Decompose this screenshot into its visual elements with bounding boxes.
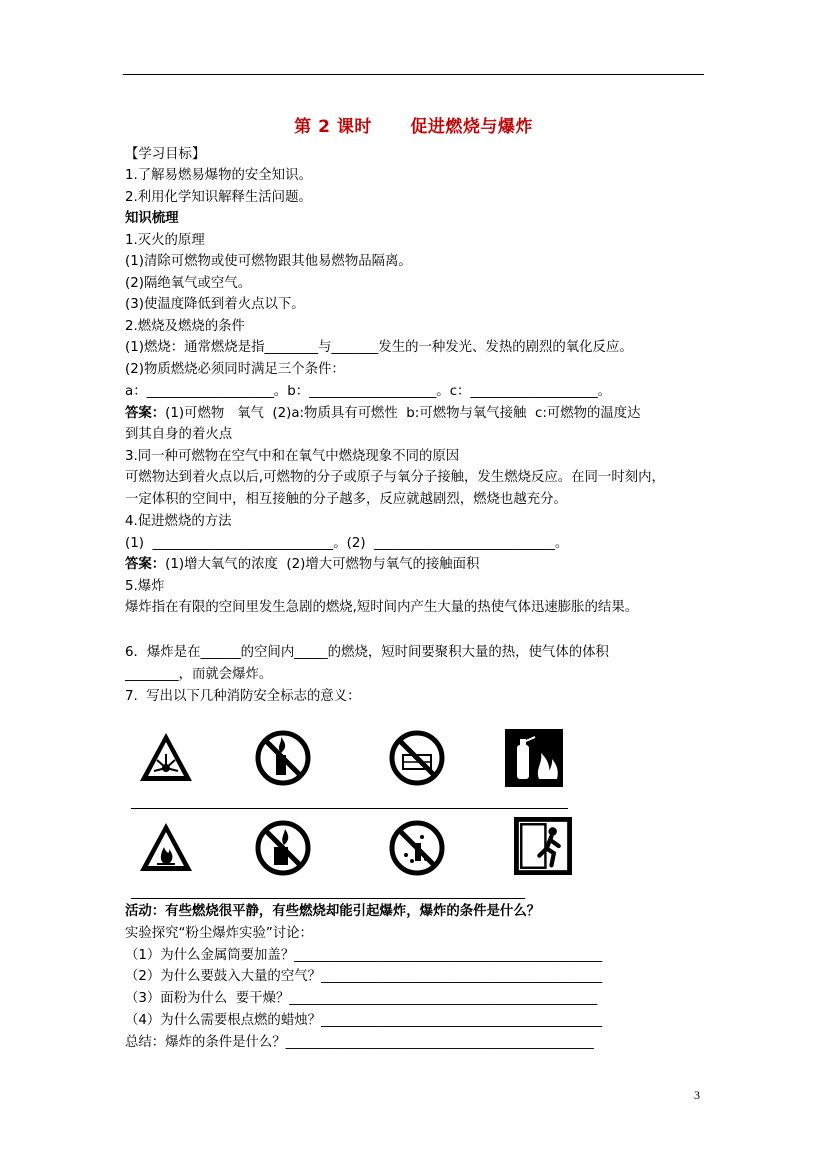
s1-item-2: (2)隔绝氧气或空气。 (125, 276, 252, 291)
goal-2: 2.利用化学知识解释生活问题。 (125, 190, 312, 205)
s1-item-1: (1)清除可燃物或使可燃物跟其他易燃物品隔离。 (125, 254, 412, 269)
s1-item-3: (3)使温度降低到着火点以下。 (125, 297, 305, 312)
activity-q4: （4）为什么需要根点燃的蜡烛？__________________________________________ (125, 1013, 603, 1028)
s4-blanks: (1) ___________________________。(2) ___________________________。 (125, 536, 569, 551)
no-open-flame-icon (254, 729, 312, 787)
q6-line1: 6．爆炸是在______的空间内_____的燃烧，短时间要聚积大量的热，使气体的体积 (125, 645, 609, 660)
q6-line2: ________，而就会爆炸。 (125, 667, 273, 682)
answer-label: 答案： (125, 557, 166, 572)
activity-intro: 实验探究“粉尘爆炸实验”讨论： (125, 926, 313, 941)
s2-q2: (2)物质燃烧必须同时满足三个条件： (125, 362, 345, 377)
page-title: 第 2 课时 促进燃烧与爆炸 (294, 117, 533, 137)
activity-title: 活动：有些燃烧很平静，有些燃烧却能引起爆炸，爆炸的条件是什么？ (125, 904, 541, 919)
s4-answer (125, 556, 479, 574)
no-fireworks-icon (388, 819, 446, 877)
s5-text: 爆炸指在有限的空间里发生急剧的燃烧,短时间内产生大量的热使气体迅速膨胀的结果。 (125, 600, 639, 615)
no-lighter-icon (254, 819, 312, 877)
header-rule (123, 74, 704, 75)
goal-1: 1.了解易燃易爆物的安全知识。 (125, 168, 312, 183)
q7-prompt: 7. 写出以下几种消防安全标志的意义： (125, 689, 361, 704)
answer-line-row2[interactable] (131, 898, 525, 899)
page-number: 3 (694, 1088, 700, 1102)
s3-title: 3.同一种可燃物在空气中和在氧气中燃烧现象不同的原因 (125, 449, 460, 464)
s3-line2: 一定体积的空间中，相互接触的分子越多，反应就越剧烈，燃烧也越充分。 (125, 492, 567, 507)
s2-q1: (1)燃烧：通常燃烧是指________与_______发生的一种发光、发热的剧烈的氧化反应。 (125, 340, 633, 355)
s2-answer (125, 405, 641, 423)
s3-line1: 可燃物达到着火点以后,可燃物的分子或原子与氧分子接触，发生燃烧反应。在同一时刻内， (125, 470, 665, 485)
answer-text: (1)可燃物 氧气 (2)a:物质具有可燃性 b:可燃物与氧气接触 c:可燃物的温度达 (165, 406, 641, 421)
s2-answer-cont: 到其自身的着火点 (125, 427, 233, 442)
s5-title: 5.爆炸 (125, 579, 165, 594)
activity-q1: （1）为什么金属筒要加盖？______________________________________________ (125, 948, 603, 963)
s1-title: 1.灭火的原理 (125, 233, 205, 248)
s4-title: 4.促进燃烧的方法 (125, 514, 232, 529)
knowledge-header: 知识梳理 (125, 211, 179, 226)
emergency-exit-icon (514, 817, 572, 875)
no-storing-flammables-icon (388, 729, 446, 787)
s2-title: 2.燃烧及燃烧的条件 (125, 319, 245, 334)
fire-extinguisher-icon (505, 729, 563, 787)
answer-line-row1[interactable] (131, 808, 568, 809)
activity-q2: （2）为什么要鼓入大量的空气？__________________________________________ (125, 969, 603, 984)
goals-header: 【学习目标】 (125, 147, 206, 162)
answer-text: (1)增大氧气的浓度 (2)增大可燃物与氧气的接触面积 (165, 557, 480, 572)
s2-blanks: a：___________________。b：___________________。c：___________________。 (125, 384, 612, 399)
answer-label: 答案： (125, 406, 166, 421)
activity-summary: 总结：爆炸的条件是什么？______________________________________________ (125, 1035, 594, 1050)
activity-q3: （3）面粉为什么 要干燥？______________________________________________ (125, 991, 598, 1006)
flammable-warning-icon (137, 819, 195, 877)
explosive-warning-icon (137, 729, 195, 787)
